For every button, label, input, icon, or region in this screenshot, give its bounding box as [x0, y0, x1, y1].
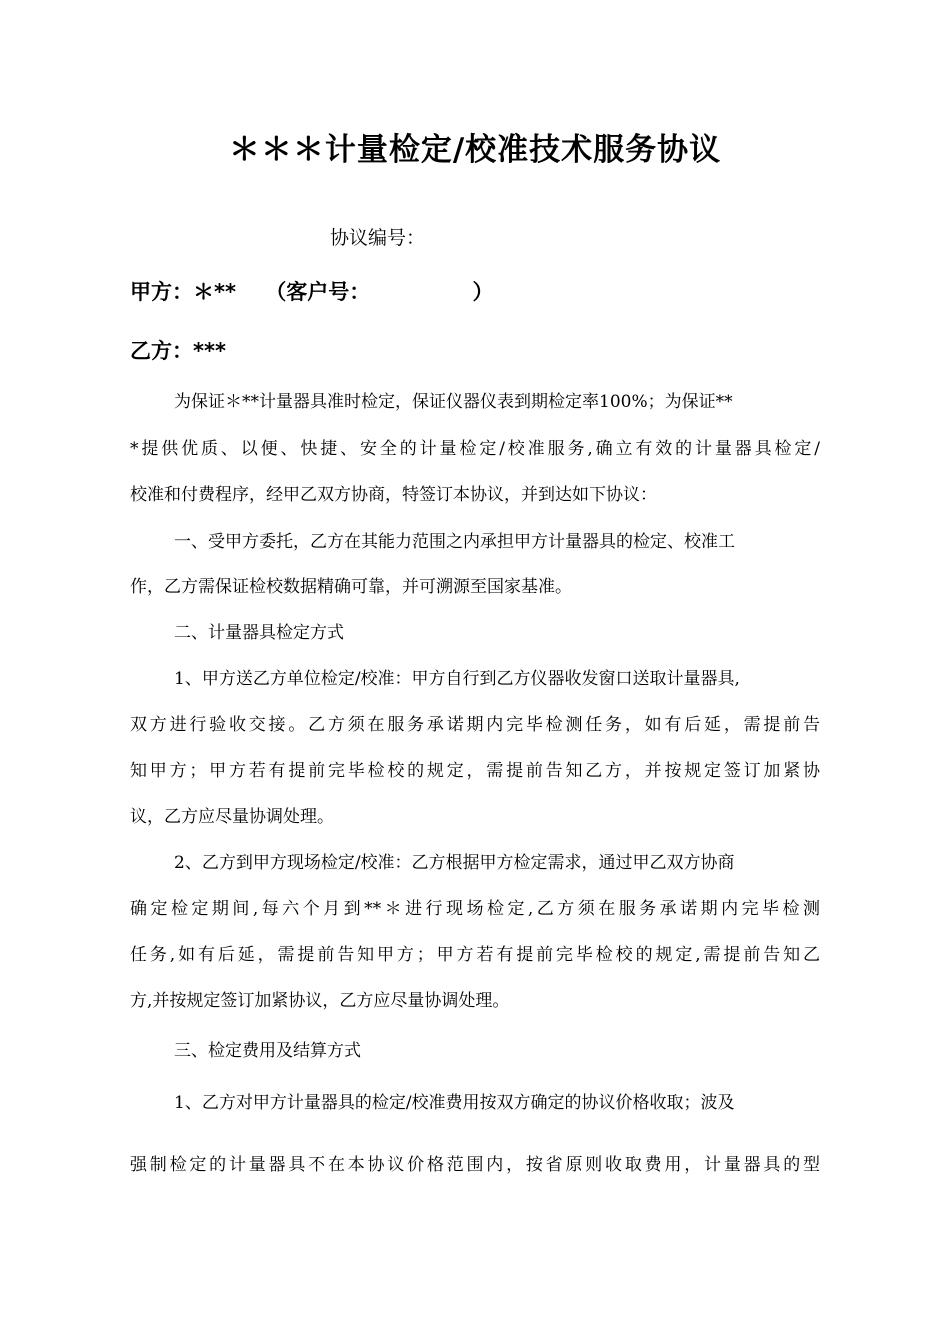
paragraph-line: 议，乙方应尽量协调处理。 [130, 807, 334, 827]
paragraph-line: 双方进行验收交接。乙方须在服务承诺期内完毕检测任务，如有后延，需提前告 [130, 715, 820, 735]
paragraph-line: 1、甲方送乙方单位检定/校准：甲方自行到乙方仪器收发窗口送取计量器具, [174, 669, 740, 689]
paragraph-line: 任务,如有后延，需提前告知甲方；甲方若有提前完毕检校的规定,需提前告知乙 [130, 945, 820, 965]
paragraph-line: 校准和付费程序，经甲乙双方协商，特签订本协议，并到达如下协议： [130, 485, 657, 505]
paragraph-line: 知甲方；甲方若有提前完毕检校的规定，需提前告知乙方，并按规定签订加紧协 [130, 761, 820, 781]
paragraph-line: 强制检定的计量器具不在本协议价格范围内，按省原则收取费用，计量器具的型 [130, 1155, 820, 1175]
party-a-line: 甲方：＊** （客户号： ） [130, 280, 494, 304]
paragraph-line: 2、乙方到甲方现场检定/校准：乙方根据甲方检定需求，通过甲乙双方协商 [174, 853, 735, 873]
paragraph-line: 1、乙方对甲方计量器具的检定/校准费用按双方确定的协议价格收取；波及 [174, 1093, 735, 1113]
paragraph-line: 方,并按规定签订加紧协议，乙方应尽量协调处理。 [130, 991, 510, 1011]
section-heading: 二、计量器具检定方式 [174, 623, 344, 643]
party-b-line: 乙方：*** [130, 339, 226, 363]
paragraph-line: 作，乙方需保证检校数据精确可靠，并可溯源至国家基准。 [130, 577, 572, 597]
section-heading: 三、检定费用及结算方式 [174, 1041, 361, 1061]
agreement-number-label: 协议编号： [330, 227, 426, 249]
paragraph-line: 一、受甲方委托，乙方在其能力范围之内承担甲方计量器具的检定、校准工 [174, 532, 735, 552]
document-title: ＊＊＊计量检定/校准技术服务协议 [228, 132, 722, 168]
paragraph-line: 为保证＊**计量器具准时检定，保证仪器仪表到期检定率100%；为保证** [174, 392, 733, 412]
paragraph-line: *提供优质、以便、快捷、安全的计量检定/校准服务,确立有效的计量器具检定/ [130, 439, 820, 459]
paragraph-line: 确定检定期间,每六个月到**＊进行现场检定,乙方须在服务承诺期内完毕检测 [130, 899, 820, 919]
